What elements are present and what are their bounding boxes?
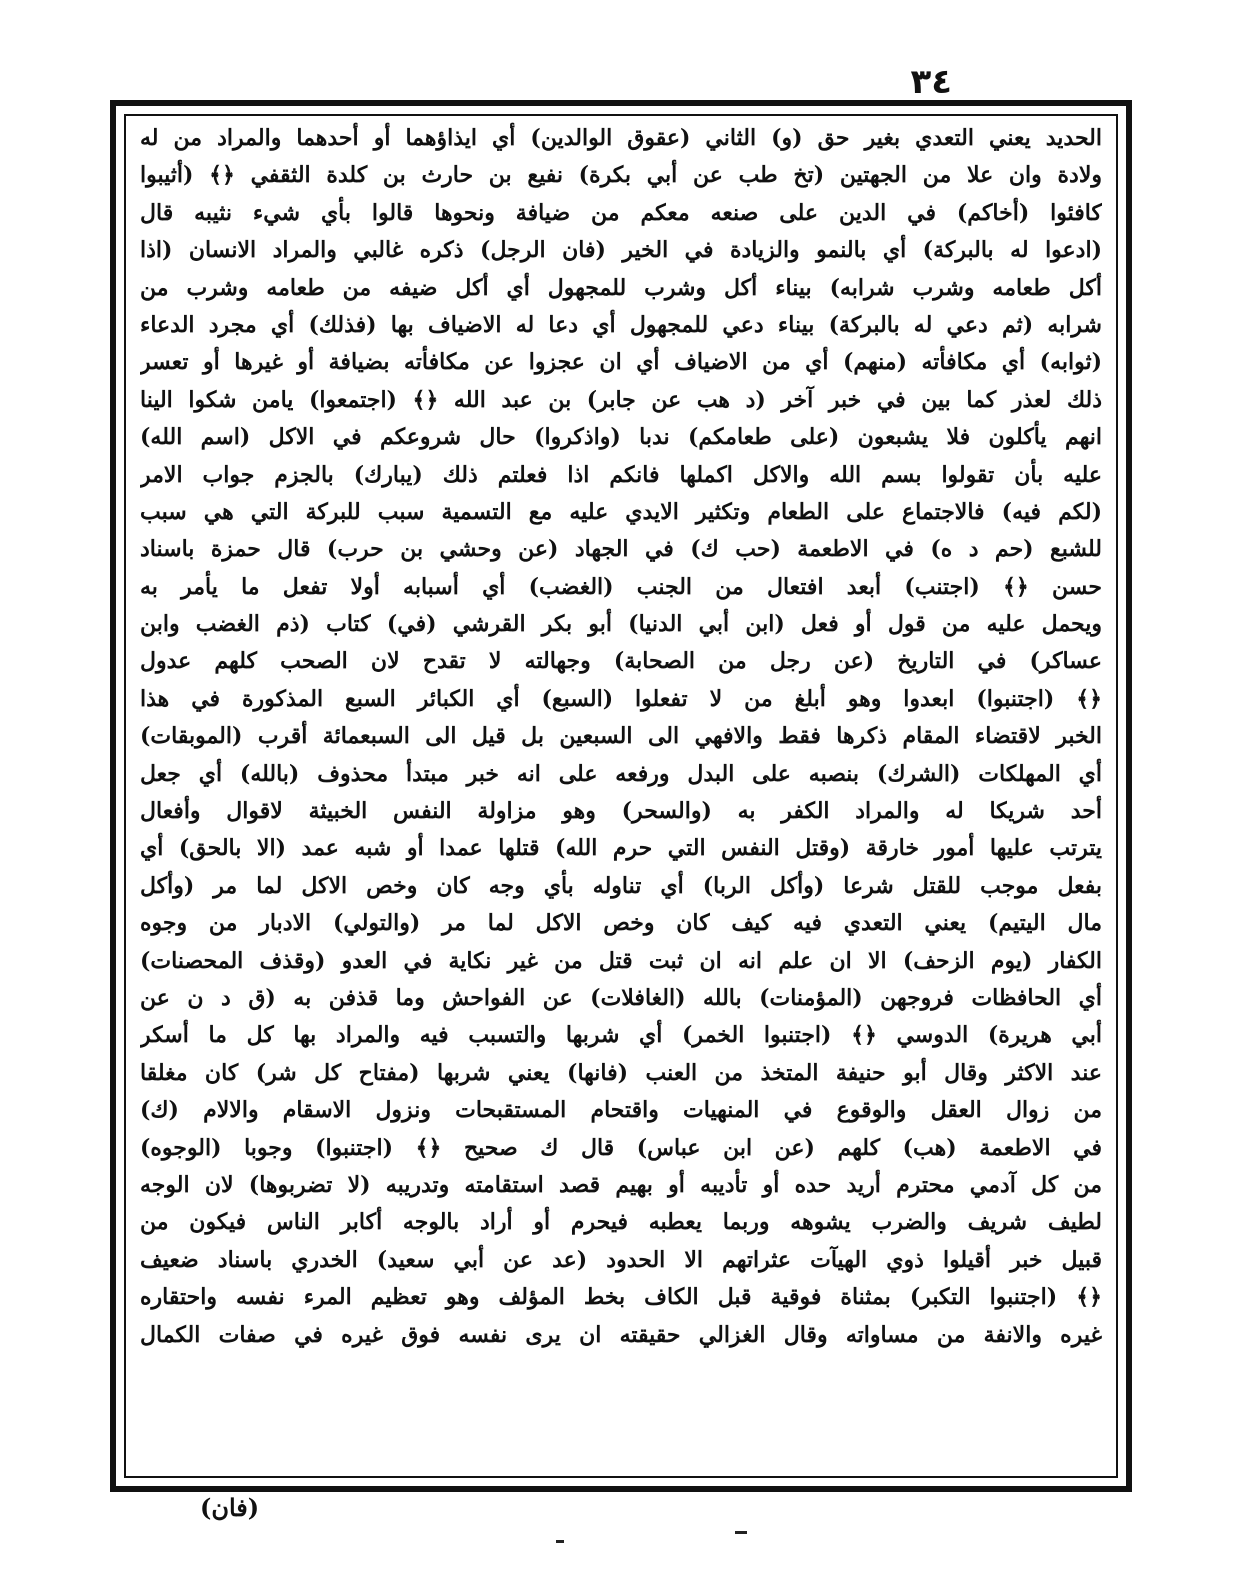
text-line: عساكر) في التاريخ (عن رجل من الصحابة) وجهالته لا تقدح لان الصحب كلهم عدول xyxy=(140,648,1102,675)
text-line: من كل آدمي محترم أريد حده أو تأديبه أو بهيم قصد استقامته وتدريبه (لا تضربوها) لان الوجه xyxy=(140,1171,1102,1198)
text-line: كافئوا (أخاكم) في الدين على صنعه معكم من ضيافة ونحوها قالوا بأي شيء نثيبه قال xyxy=(140,199,1102,226)
scan-speck xyxy=(556,1540,564,1543)
text-line: ولادة وان علا من الجهتين (تخ طب عن أبي بكرة) نفيع بن حارث بن كلدة الثقفي ﴿﴾ (أثيبوا xyxy=(140,162,1102,189)
text-line: (لكم فيه) فالاجتماع على الطعام وتكثير الايدي عليه مع التسمية سبب للبركة التي هي سبب xyxy=(140,498,1102,525)
body-text xyxy=(140,120,1102,1470)
text-line: (ادعوا له بالبركة) أي بالنمو والزيادة في الخير (فان الرجل) ذكره غالبي والمراد الانسان (اذا xyxy=(140,237,1102,264)
text-line: أي الحافظات فروجهن (المؤمنات) بالله (الغافلات) عن الفواحش وما قذفن به (ق د ن عن xyxy=(140,984,1102,1011)
text-line: أحد شريكا له والمراد الكفر به (والسحر) وهو مزاولة النفس الخبيثة لاقوال وأفعال xyxy=(140,798,1102,825)
text-line: ﴿﴾ (اجتنبوا التكبر) بمثناة فوقية قبل الكاف بخط المؤلف وهو تعظيم المرء نفسه واحتقاره xyxy=(140,1284,1102,1311)
text-line: شرابه (ثم دعي له بالبركة) بيناء دعي للمجهول أي دعا له الاضياف بها (فذلك) أي مجرد الدعاء xyxy=(140,311,1102,338)
text-line: أبي هريرة) الدوسي ﴿﴾ (اجتنبوا الخمر) أي شربها والتسبب فيه والمراد بها كل ما أسكر xyxy=(140,1022,1102,1049)
page-number: ٣٤ xyxy=(910,62,952,102)
text-line: الخبر لاقتضاء المقام ذكرها فقط والافهي الى السبعين بل قيل الى السبعمائة أقرب (الموبقات) xyxy=(140,723,1102,750)
scan-speck xyxy=(735,1531,747,1534)
text-line: للشبع (حم د ه) في الاطعمة (حب ك) في الجهاد (عن وحشي بن حرب) قال حمزة باسناد xyxy=(140,536,1102,563)
text-line: قبيل خبر أقيلوا ذوي الهيآت عثراتهم الا الحدود (عد عن أبي سعيد) الخدري باسناد ضعيف xyxy=(140,1246,1102,1273)
text-line: غيره والانفة من مساواته وقال الغزالي حقيقته ان يرى نفسه فوق غيره في صفات الكمال xyxy=(140,1321,1102,1348)
text-line: أكل طعامه وشرب شرابه) بيناء أكل وشرب للمجهول أي أكل ضيفه من طعامه وشرب من xyxy=(140,274,1102,301)
text-line: عند الاكثر وقال أبو حنيفة المتخذ من العنب (فانها) يعني شربها (مفتاح كل شر) كان مغلقا xyxy=(140,1059,1102,1086)
text-line: ذلك لعذر كما بين في خبر آخر (د هب عن جابر) بن عبد الله ﴿﴾ (اجتمعوا) يامن شكوا الينا xyxy=(140,386,1102,413)
text-line: الحديد يعني التعدي بغير حق (و) الثاني (عقوق الوالدين) أي ايذاؤهما أو أحدهما والمراد من له xyxy=(140,125,1102,151)
text-line: حسن ﴿﴾ (اجتنب) أبعد افتعال من الجنب (الغضب) أي أسبابه أولا تفعل ما يأمر به xyxy=(140,573,1102,600)
text-line: عليه بأن تقولوا بسم الله والاكل اكملها فانكم اذا فعلتم ذلك (يبارك) بالجزم جواب الامر xyxy=(140,461,1102,488)
catchword: (فان) xyxy=(200,1493,260,1522)
text-line: مال اليتيم) يعني التعدي فيه كيف كان وخص الاكل لما مر (والتولي) الادبار من وجوه xyxy=(140,910,1102,937)
text-line: في الاطعمة (هب) كلهم (عن ابن عباس) قال ك صحيح ﴿﴾ (اجتنبوا) وجوبا (الوجوه) xyxy=(140,1134,1102,1161)
text-line: (ثوابه) أي مكافأته (منهم) أي من الاضياف أي ان عجزوا عن مكافأته بضيافة أو غيرها أو تعسر xyxy=(140,349,1102,376)
text-line: بفعل موجب للقتل شرعا (وأكل الربا) أي تناوله بأي وجه كان وخص الاكل لما مر (وأكل xyxy=(140,872,1102,899)
text-line: يترتب عليها أمور خارقة (وقتل النفس التي حرم الله) قتلها عمدا أو شبه عمد (الا بالحق) أي xyxy=(140,835,1102,862)
text-line: الكفار (يوم الزحف) الا ان علم انه ان ثبت قتل من غير نكاية في العدو (وقذف المحصنات) xyxy=(140,947,1102,974)
text-line: أي المهلكات (الشرك) بنصبه على البدل ورفعه على انه خبر مبتدأ محذوف (بالله) أي جعل xyxy=(140,760,1102,787)
text-line: من زوال العقل والوقوع في المنهيات واقتحام المستقبحات ونزول الاسقام والالام (ك) xyxy=(140,1097,1102,1124)
text-line: لطيف شريف والضرب يشوهه وربما يعطبه فيحرم أو أراد بالوجه أكابر الناس فيكون من xyxy=(140,1209,1102,1236)
text-line: ويحمل عليه من قول أو فعل (ابن أبي الدنيا) أبو بكر القرشي (في) كتاب (ذم الغضب وابن xyxy=(140,611,1102,638)
text-line: ﴿﴾ (اجتنبوا) ابعدوا وهو أبلغ من لا تفعلوا (السبع) أي الكبائر السبع المذكورة في هذا xyxy=(140,685,1102,712)
text-line: انهم يأكلون فلا يشبعون (على طعامكم) ندبا (واذكروا) حال شروعكم في الاكل (اسم الله) xyxy=(140,424,1102,451)
